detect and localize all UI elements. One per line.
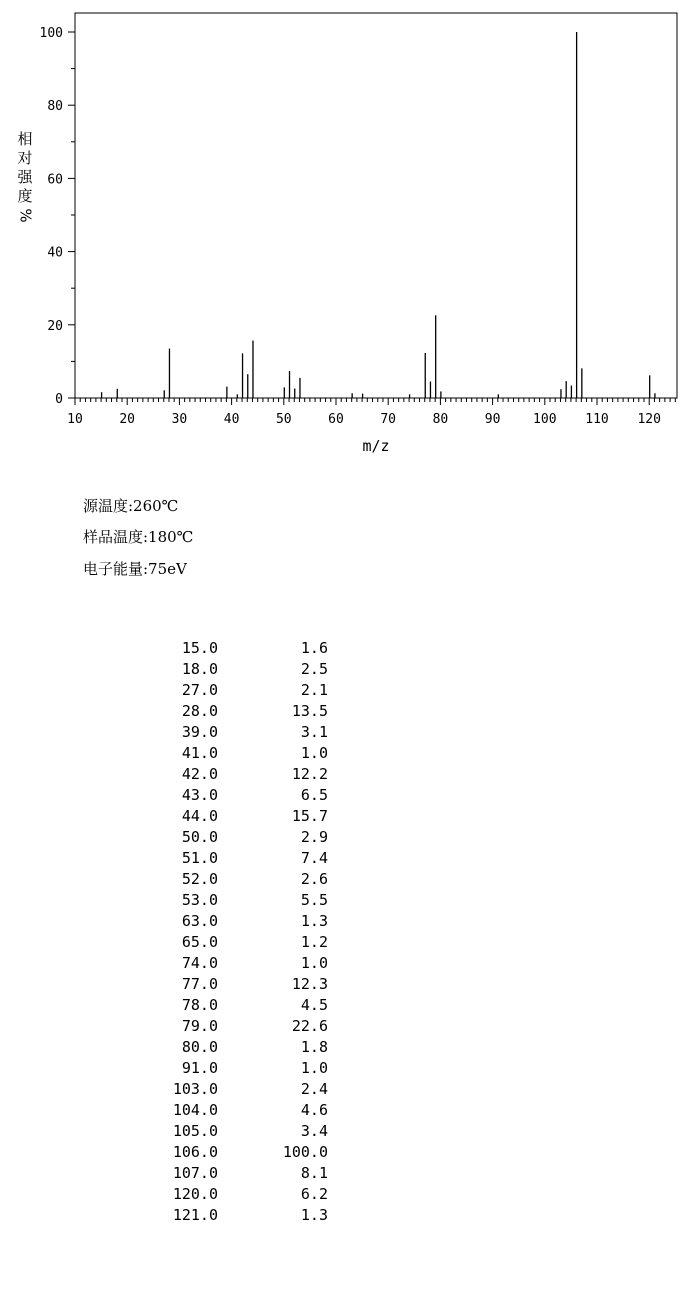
peak-row	[155, 1205, 328, 1226]
peak-intensity: 1.6	[300, 639, 328, 657]
y-tick-label: 60	[47, 172, 63, 188]
peak-mz: 41.0	[181, 744, 218, 762]
peak-mz: 106.0	[172, 1143, 218, 1161]
y-tick-label: 0	[55, 392, 63, 407]
y-axis-label-char: 强	[17, 168, 33, 186]
peak-intensity: 2.9	[300, 828, 328, 846]
peak-row	[155, 1121, 328, 1142]
peak-mz: 44.0	[181, 807, 218, 825]
peak-intensity: 2.5	[300, 660, 328, 678]
peak-intensity: 13.5	[291, 702, 328, 720]
peak-row	[155, 911, 328, 932]
peak-row	[155, 827, 328, 848]
source-temperature: 源温度:260℃	[83, 497, 179, 515]
peak-mz: 104.0	[172, 1101, 218, 1119]
peak-intensity: 2.6	[300, 870, 328, 888]
peak-intensity: 5.5	[300, 891, 328, 909]
x-tick-label: 90	[484, 412, 501, 427]
peak-intensity: 3.1	[300, 723, 328, 741]
peak-intensity: 1.8	[300, 1038, 328, 1056]
peak-intensity: 2.1	[300, 681, 328, 699]
x-tick-label: 50	[275, 412, 292, 427]
peak-intensity: 1.3	[300, 912, 328, 930]
x-tick-label: 70	[380, 412, 397, 427]
x-tick-label: 20	[119, 412, 136, 427]
peak-row	[155, 974, 328, 995]
x-tick-label: 80	[432, 412, 449, 427]
peak-mz: 120.0	[172, 1185, 218, 1203]
plot-frame	[75, 13, 677, 398]
y-axis-label	[14, 130, 36, 225]
peak-row	[155, 1037, 328, 1058]
y-axis-label-char: 对	[17, 149, 33, 167]
peak-intensity: 12.2	[291, 765, 328, 783]
peak-row	[155, 932, 328, 953]
electron-energy: 电子能量:75eV	[83, 560, 187, 578]
peak-mz: 43.0	[181, 786, 218, 804]
y-tick-label: 80	[47, 99, 63, 115]
peak-row	[155, 1142, 328, 1163]
peak-row	[155, 995, 328, 1016]
peak-row	[155, 659, 328, 680]
y-axis-label-char: 相	[17, 130, 33, 148]
peak-intensity: 4.5	[300, 996, 328, 1014]
mass-spectrum-chart	[0, 0, 687, 470]
peak-intensity: 4.6	[300, 1101, 328, 1119]
x-tick-label: 100	[533, 412, 557, 427]
peak-mz: 39.0	[181, 723, 218, 741]
peak-intensity: 1.0	[300, 744, 328, 762]
x-tick-label: 120	[637, 412, 661, 427]
peak-row	[155, 638, 328, 659]
peak-row	[155, 1058, 328, 1079]
peak-mz: 74.0	[181, 954, 218, 972]
y-tick-label: 40	[47, 245, 63, 261]
peak-row	[155, 1079, 328, 1100]
peak-mz: 53.0	[181, 891, 218, 909]
peak-mz: 50.0	[181, 828, 218, 846]
x-tick-label: 10	[67, 412, 83, 427]
peak-mz: 80.0	[181, 1038, 218, 1056]
peak-row	[155, 764, 328, 785]
peak-mz: 79.0	[181, 1017, 218, 1035]
peak-row	[155, 953, 328, 974]
peak-row	[155, 869, 328, 890]
sample-temperature: 样品温度:180℃	[83, 528, 194, 546]
peak-mz: 103.0	[172, 1080, 218, 1098]
peak-mz: 77.0	[181, 975, 218, 993]
peak-intensity: 22.6	[291, 1017, 328, 1035]
peak-mz: 65.0	[181, 933, 218, 951]
y-tick-label: 20	[47, 318, 63, 334]
peak-mz: 107.0	[172, 1164, 218, 1182]
peak-mz: 42.0	[181, 765, 218, 783]
peak-row	[155, 785, 328, 806]
peak-row	[155, 743, 328, 764]
peak-row	[155, 1163, 328, 1184]
peak-mz: 15.0	[181, 639, 218, 657]
peak-mz: 27.0	[181, 681, 218, 699]
peak-intensity: 1.2	[300, 933, 328, 951]
peak-row	[155, 1100, 328, 1121]
peak-row	[155, 680, 328, 701]
peak-row	[155, 848, 328, 869]
y-axis-label-char: 度	[17, 187, 33, 205]
peak-mz: 63.0	[181, 912, 218, 930]
x-tick-label: 40	[223, 412, 240, 427]
peak-intensity: 2.4	[300, 1080, 328, 1098]
peak-intensity: 100.0	[282, 1143, 328, 1161]
peak-mz: 121.0	[172, 1206, 218, 1224]
peak-row	[155, 1184, 328, 1205]
peak-table	[155, 638, 328, 1226]
peak-intensity: 1.3	[300, 1206, 328, 1224]
peak-row	[155, 701, 328, 722]
peak-row	[155, 1016, 328, 1037]
peak-intensity: 7.4	[300, 849, 328, 867]
peak-intensity: 15.7	[291, 807, 328, 825]
peak-intensity: 12.3	[291, 975, 328, 993]
peak-mz: 18.0	[181, 660, 218, 678]
peak-mz: 52.0	[181, 870, 218, 888]
x-tick-label: 30	[171, 412, 188, 427]
x-tick-label: 60	[328, 412, 344, 427]
peak-intensity: 8.1	[300, 1164, 328, 1182]
x-axis-label: m/z	[362, 437, 390, 455]
peak-mz: 105.0	[172, 1122, 218, 1140]
peak-intensity: 3.4	[300, 1122, 328, 1140]
y-tick-label: 100	[39, 26, 63, 41]
peak-intensity: 1.0	[300, 954, 328, 972]
peak-row	[155, 806, 328, 827]
peak-intensity: 1.0	[300, 1059, 328, 1077]
peak-mz: 78.0	[181, 996, 218, 1014]
peak-row	[155, 722, 328, 743]
peak-mz: 51.0	[181, 849, 218, 867]
y-axis-unit: %	[16, 208, 35, 223]
x-tick-label: 110	[585, 412, 609, 427]
peak-mz: 28.0	[181, 702, 218, 720]
peak-row	[155, 890, 328, 911]
peak-intensity: 6.5	[300, 786, 328, 804]
peak-intensity: 6.2	[300, 1185, 328, 1203]
peak-mz: 91.0	[181, 1059, 218, 1077]
